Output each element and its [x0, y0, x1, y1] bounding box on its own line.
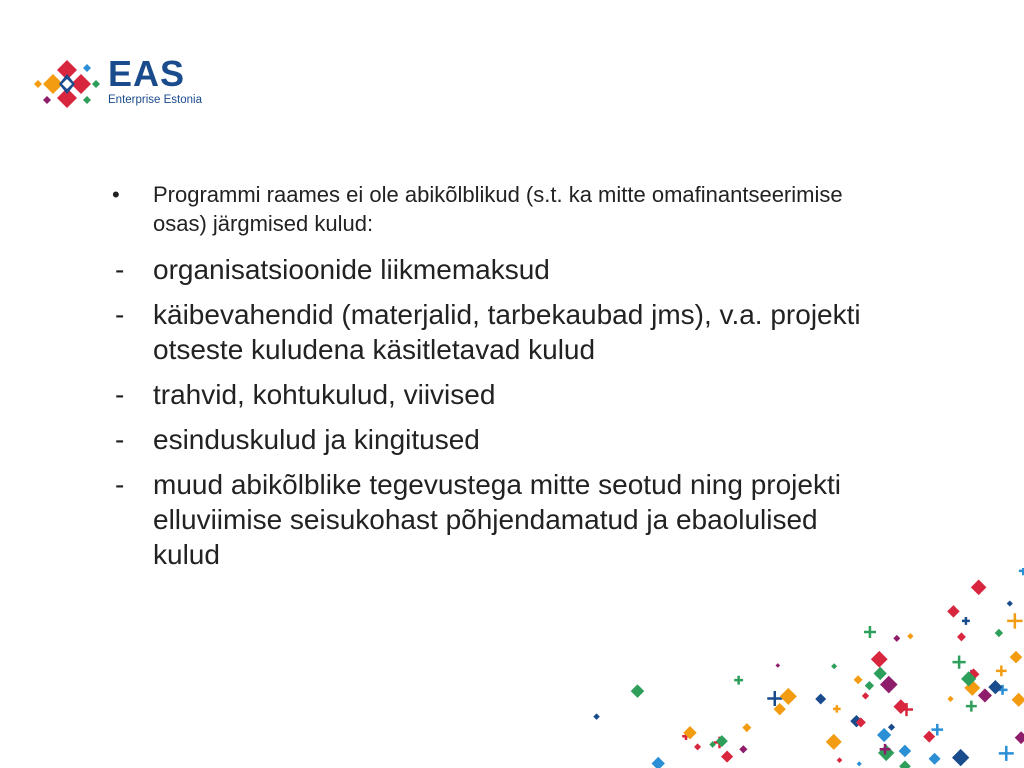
confetti-shape [716, 735, 728, 747]
confetti-shape [899, 745, 912, 758]
list-item-text: käibevahendid (materjalid, tarbekaubad jms), v.a. projekti otseste kuludena käsitletavad kulud [153, 299, 861, 365]
confetti-shape [988, 680, 1002, 694]
confetti-shape [826, 734, 842, 750]
confetti-shape [957, 632, 966, 641]
confetti-shape [907, 633, 913, 639]
confetti-shape [864, 626, 876, 638]
list-item [112, 252, 872, 287]
list-item-text: esinduskulud ja kingitused [153, 424, 480, 455]
logo-subtitle: Enterprise Estonia [108, 94, 202, 106]
decorative-confetti [464, 568, 1024, 768]
confetti-shape [923, 731, 935, 743]
list-item-text: trahvid, kohtukulud, viivised [153, 379, 496, 410]
confetti-shape [874, 667, 887, 680]
logo-title: EAS [108, 53, 186, 94]
confetti-shape [631, 684, 645, 698]
confetti-shape [1012, 693, 1024, 707]
confetti-shape [862, 692, 869, 699]
confetti-shape [871, 651, 888, 668]
list-item [112, 467, 872, 572]
confetti-shape [947, 605, 959, 617]
confetti-shape [775, 663, 780, 668]
confetti-shape [952, 749, 969, 766]
confetti-shape [734, 676, 743, 685]
confetti-shape [929, 753, 941, 765]
list-item-text: muud abikõlblike tegevustega mitte seotud ning projekti elluviimise seisukohast põhjendamatud ja ebaolulised kulud [153, 469, 841, 570]
confetti-shape [971, 580, 987, 596]
slide-content [112, 180, 872, 582]
confetti-shape [1015, 731, 1024, 744]
list-item [112, 377, 872, 412]
intro-bullet [112, 180, 872, 238]
dash-marker: - [115, 469, 125, 500]
confetti-shape [1007, 600, 1013, 606]
list-item-text: organisatsioonide liikmemaksud [153, 254, 550, 285]
list-item [112, 297, 872, 367]
confetti-shape [652, 757, 665, 768]
confetti-shape [865, 681, 874, 690]
confetti-shape [1007, 613, 1022, 628]
confetti-shape [742, 723, 751, 732]
bullet-marker: • [112, 182, 120, 207]
confetti-shape [721, 751, 733, 763]
confetti-shape [995, 629, 1003, 637]
confetti-shape [837, 757, 843, 763]
confetti-shape [978, 688, 992, 702]
confetti-shape [877, 728, 891, 742]
confetti-shape [999, 746, 1014, 761]
confetti-shape [880, 676, 898, 694]
confetti-shape [1019, 568, 1024, 575]
confetti-shape [1010, 651, 1023, 664]
confetti-shape [857, 761, 862, 766]
confetti-shape [947, 696, 953, 702]
dash-marker: - [115, 299, 125, 330]
confetti-shape [899, 760, 911, 768]
confetti-shape [694, 743, 701, 750]
confetti-shape [833, 705, 841, 713]
dash-marker: - [115, 379, 125, 410]
confetti-shape [593, 713, 600, 720]
confetti-shape [854, 675, 863, 684]
confetti-shape [888, 724, 895, 731]
confetti-shape [952, 656, 965, 669]
list-item [112, 422, 872, 457]
confetti-shape [931, 724, 943, 736]
eas-logo [32, 53, 232, 112]
confetti-shape [739, 745, 747, 753]
confetti-shape [893, 635, 900, 642]
confetti-shape [962, 617, 970, 625]
dash-marker: - [115, 254, 125, 285]
confetti-shape [831, 663, 837, 669]
dash-marker: - [115, 424, 125, 455]
confetti-shape [815, 694, 826, 705]
intro-text: Programmi raames ei ole abikõlblikud (s.t. ka mitte omafinantseerimise osas) järgmised kulud: [153, 182, 843, 236]
confetti-shape [780, 688, 797, 705]
eas-ornament-icon [32, 56, 102, 112]
confetti-shape [996, 666, 1007, 677]
confetti-shape [966, 701, 977, 712]
